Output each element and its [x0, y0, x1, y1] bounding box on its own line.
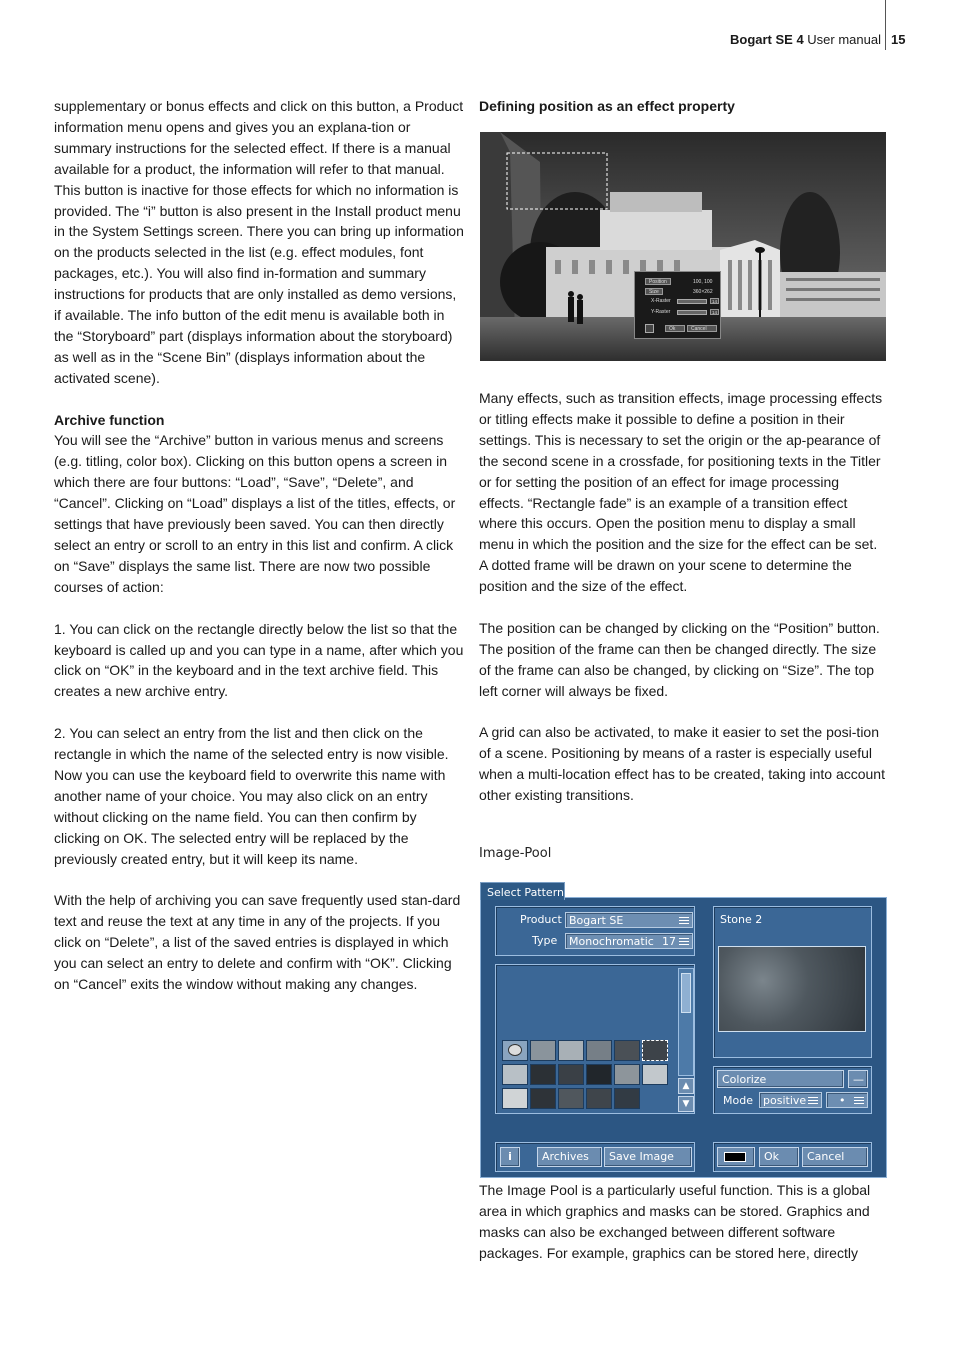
pattern-grid-panel	[495, 964, 695, 1114]
mode-value: positive	[763, 1094, 807, 1107]
mode-select[interactable]	[759, 1092, 822, 1108]
page-number: 15	[891, 32, 906, 47]
left-column	[54, 96, 466, 995]
scrollbar-thumb[interactable]	[681, 973, 691, 1013]
archive-heading: Archive function	[54, 411, 165, 428]
pattern-thumb[interactable]	[614, 1088, 640, 1109]
type-value: Monochromatic	[569, 935, 654, 948]
pattern-thumb[interactable]	[530, 1040, 556, 1061]
ok-button[interactable]: Ok	[665, 325, 685, 332]
running-header	[730, 32, 881, 47]
type-label: Type	[532, 934, 558, 947]
pattern-thumb[interactable]	[558, 1088, 584, 1109]
right-column-top	[479, 96, 887, 117]
menu-icon	[679, 917, 689, 924]
select-pattern-dialog	[480, 882, 887, 1178]
cancel-button[interactable]: Cancel	[687, 325, 717, 332]
paragraph-effects: Many effects, such as transition effects, image processing effects or titling effects make it possible to define a position in their settings. This is necessary to set the origin or the ap-pearance of the second scene in a crossfade, for positioning texts in the Titler or for setting the position of an effect for image processing effects. “Rectangle fade” is an example of a transition effect where this occurs. Open the position menu to display a small menu in which the position and the size for the effect can be set. A dotted frame will be drawn on your scene to determine the position and the size of the effect.	[479, 390, 883, 595]
pattern-thumb[interactable]	[614, 1040, 640, 1061]
color-swatch-button[interactable]	[717, 1147, 755, 1167]
dialog-tab-title: Select Pattern	[480, 882, 565, 900]
type-count: 17	[662, 935, 676, 948]
dialog-body	[480, 897, 887, 1178]
pattern-preview-image	[718, 946, 866, 1032]
product-panel	[495, 906, 695, 956]
x-raster-label: X-Raster	[651, 298, 671, 304]
color-swatch	[724, 1152, 746, 1162]
pattern-scrollbar[interactable]	[678, 968, 694, 1076]
pattern-thumb[interactable]	[502, 1088, 528, 1109]
type-select[interactable]	[565, 933, 693, 949]
pattern-thumb[interactable]	[530, 1088, 556, 1109]
x-raster-value: 14	[711, 299, 717, 304]
manual-product-name: Bogart SE 4	[729, 32, 804, 47]
right-button-bar	[713, 1142, 872, 1172]
paragraph-grid: A grid can also be activated, to make it easier to set the posi-tion of a scene. Positioning by means of a raster is especially useful when a multi-location effect has to be created, taking into account other existing transitions.	[479, 724, 885, 804]
image-pool-caption: Image-Pool	[479, 846, 552, 861]
paragraph-option-2: 2. You can select an entry from the list and then click on the rectangle in which the name of the selected entry is now visible. Now you can use the keyboard field to overwrite this name with another name of your choice. You may also click on an entry without clicking on the name field. You can then confirm by clicking on OK. The selected entry will be replaced by the previously created entry, but it will keep its name.	[54, 725, 449, 867]
info-button[interactable]: i	[500, 1147, 520, 1167]
position-heading: Defining position as an effect property	[479, 98, 735, 114]
pattern-thumb[interactable]	[586, 1064, 612, 1085]
right-column-body	[479, 388, 887, 806]
menu-icon	[808, 1097, 818, 1104]
position-value: 100, 100	[693, 279, 713, 285]
scroll-down-icon[interactable]: ▼	[678, 1096, 694, 1112]
position-menu	[634, 271, 721, 339]
paragraph-intro: supplementary or bonus effects and click on this button, a Product information menu opens and gives you an explana-tion or summary instructions for the selected effect. If there is a manual available for a product, the information will refer to that manual. This button is inactive for those effects for which no information is provided. The “i” button is also present in the Install product menu in the System Settings screen. There you can bring up information on the products selected in the list (e.g. effect modules, font packages, etc.). You will also find in-formation and summary instructions for products that are only installed as demo versions, if available. The info button of the edit menu is available both in the “Storyboard” part (displays information about the storyboard) as well as in the “Scene Bin” (displays information about the activated scene).	[54, 98, 464, 386]
mode-option-value: •	[839, 1094, 846, 1107]
pattern-thumb[interactable]	[502, 1064, 528, 1085]
right-column-bottom	[479, 1180, 887, 1264]
colorize-panel	[713, 1066, 872, 1114]
product-value: Bogart SE	[569, 914, 624, 927]
menu-icon	[854, 1097, 864, 1104]
y-raster-slider[interactable]	[677, 310, 707, 315]
product-select[interactable]	[565, 912, 693, 928]
collapse-icon[interactable]: —	[848, 1070, 868, 1088]
size-button[interactable]: Size	[645, 288, 663, 295]
scroll-up-icon[interactable]: ▲	[678, 1078, 694, 1094]
left-button-bar	[495, 1142, 695, 1172]
save-image-button[interactable]: Save Image	[604, 1147, 692, 1167]
mode-label: Mode	[723, 1094, 753, 1107]
archives-button[interactable]: Archives	[537, 1147, 602, 1167]
y-raster-label: Y-Raster	[651, 309, 671, 315]
header-divider	[885, 0, 886, 50]
product-label: Product	[520, 913, 562, 926]
manual-label: User manual	[807, 32, 881, 47]
pattern-thumb[interactable]	[558, 1040, 584, 1061]
palette-icon[interactable]	[502, 1040, 528, 1061]
paragraph-option-1: 1. You can click on the rectangle directly below the list so that the keyboard is called up and you can type in a name, after which you click on “OK” in the keyboard and in the text archive field. This creates a new archive entry.	[54, 620, 464, 700]
y-raster-value: 14	[711, 310, 717, 315]
pattern-thumb[interactable]	[558, 1064, 584, 1085]
position-button[interactable]: Position	[645, 278, 671, 285]
cancel-button[interactable]: Cancel	[802, 1147, 868, 1167]
pattern-thumb[interactable]	[586, 1040, 612, 1061]
paragraph-image-pool: The Image Pool is a particularly useful function. This is a global area in which graphics and masks can be stored. Graphics and masks can also be exchanged between different software packages. For example, graphics can be stored here, directly	[479, 1182, 871, 1261]
paragraph-archive: You will see the “Archive” button in various menus and screens (e.g. titling, color box). Clicking on this button opens a screen in which there are four buttons: “Load”, “Save”, “Delete”, and “Cancel”. Clicking on “Load” displays a list of the titles, effects, or settings that have previously been saved. You can then directly select an entry or scroll to an entry in this list and confirm. A click on “Save” displays the same list. There are now two possible courses of action:	[54, 432, 456, 595]
x-raster-slider[interactable]	[677, 299, 707, 304]
paragraph-position: The position can be changed by clicking on the “Position” button. The position of the frame can then be changed directly. The size of the frame can also be changed, by clicking on “Size”. The top left corner will always be fixed.	[479, 619, 880, 699]
grid-icon[interactable]	[645, 324, 654, 333]
paragraph-archiving: With the help of archiving you can save frequently used stan-dard text and reuse the text at any time in any of the projects. If you click on “Delete”, a list of the saved entries is displayed in which you can select an entry to delete and confirm with “OK”. Clicking on “Cancel” exits the window without making any changes.	[54, 892, 461, 992]
menu-icon	[679, 938, 689, 945]
preview-title: Stone 2	[720, 913, 763, 926]
pattern-thumb-selected[interactable]	[642, 1040, 668, 1061]
pattern-thumb[interactable]	[642, 1064, 668, 1085]
ok-button[interactable]: Ok	[759, 1147, 799, 1167]
colorize-button[interactable]: Colorize	[717, 1070, 844, 1088]
size-value: 360×262	[693, 289, 713, 295]
pattern-thumb[interactable]	[530, 1064, 556, 1085]
mode-option-select[interactable]	[826, 1092, 868, 1108]
pattern-thumb[interactable]	[614, 1064, 640, 1085]
preview-panel	[713, 906, 872, 1058]
pattern-thumb[interactable]	[586, 1088, 612, 1109]
